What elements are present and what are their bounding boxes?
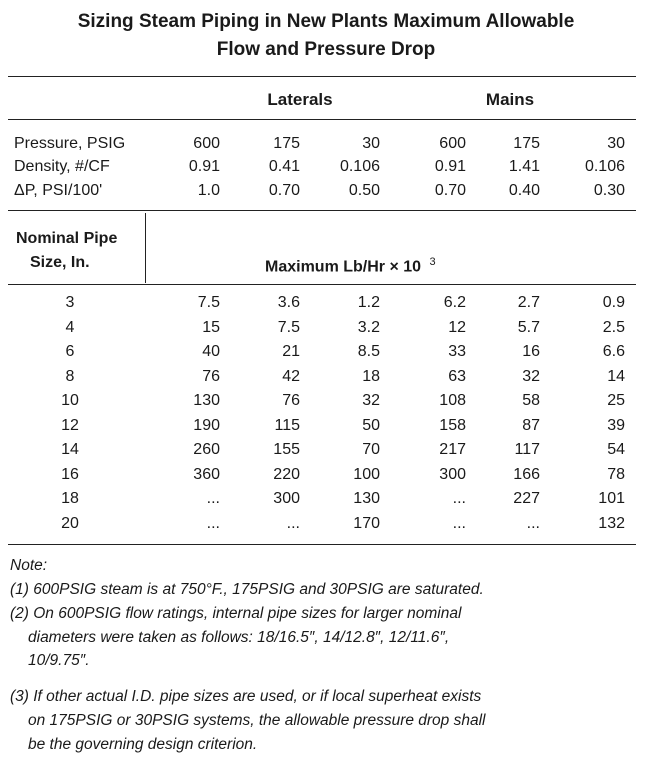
flow-value-cell: 158 xyxy=(439,416,466,434)
laterals-header: Laterals xyxy=(267,90,333,109)
condition-value: 0.40 xyxy=(508,182,540,199)
condition-value: 0.41 xyxy=(268,158,300,175)
flow-value-cell: 76 xyxy=(202,367,220,385)
pipe-size-cell: 16 xyxy=(61,465,79,483)
flow-value-cell: 2.5 xyxy=(602,318,625,336)
flow-value-cell: 42 xyxy=(282,367,300,385)
flow-value-cell: 8.5 xyxy=(357,343,380,360)
pipe-size-cell: 20 xyxy=(61,514,79,532)
pipe-size-cell: 14 xyxy=(61,441,79,458)
flow-value-cell: 166 xyxy=(513,465,540,483)
flow-value-cell: 108 xyxy=(439,392,466,409)
note-line: 10/9.75″. xyxy=(28,652,90,669)
pipe-size-cell: 6 xyxy=(65,343,75,360)
condition-value: 0.70 xyxy=(434,182,466,199)
flow-value-cell: 190 xyxy=(193,416,220,434)
flow-value-cell: 132 xyxy=(598,514,625,532)
group-rule xyxy=(8,119,636,120)
condition-value: 600 xyxy=(193,135,220,152)
flow-value-cell: 12 xyxy=(448,318,466,336)
flow-value-cell: 78 xyxy=(607,465,625,483)
flow-value-cell: 7.5 xyxy=(277,318,300,336)
note-line: (3) If other actual I.D. pipe sizes are used, or if local superheat exists xyxy=(10,688,482,705)
flow-value-cell: 100 xyxy=(353,465,380,483)
flow-value-cell: 115 xyxy=(274,416,300,434)
flow-value-cell: 7.5 xyxy=(197,294,220,311)
note-line: be the governing design criterion. xyxy=(28,736,258,753)
flow-value-cell: 360 xyxy=(193,465,220,483)
note-line: (1) 600PSIG steam is at 750°F., 175PSIG and 30PSIG are saturated. xyxy=(10,581,484,598)
flow-value-cell: 130 xyxy=(193,392,220,409)
header-divider xyxy=(145,213,146,283)
flow-value-cell: 227 xyxy=(513,490,540,507)
pipe-size-cell: 4 xyxy=(65,318,75,336)
condition-label: ΔP, PSI/100' xyxy=(14,182,103,199)
condition-value: 0.91 xyxy=(188,158,220,175)
mains-header: Mains xyxy=(485,90,535,109)
condition-value: 175 xyxy=(273,135,300,152)
flow-header-exponent: 3 xyxy=(429,256,436,268)
flow-value-cell: 300 xyxy=(273,490,300,507)
flow-value-cell: 16 xyxy=(522,343,540,360)
flow-value-cell: 39 xyxy=(607,416,625,434)
flow-value-cell: 6.6 xyxy=(602,343,625,360)
title-line-1: Sizing Steam Piping in New Plants Maximum Allowable xyxy=(77,11,575,32)
note-line: (2) On 600PSIG flow ratings, internal pipe sizes for larger nominal xyxy=(10,605,462,622)
condition-label: Pressure, PSIG xyxy=(14,135,126,152)
flow-value-cell: 25 xyxy=(607,392,625,409)
flow-value-cell: 217 xyxy=(439,441,466,458)
note-line: on 175PSIG or 30PSIG systems, the allowable pressure drop shall xyxy=(28,712,486,729)
flow-value-cell: 6.2 xyxy=(443,294,466,311)
flow-value-cell: 21 xyxy=(282,343,300,360)
flow-value-cell: ... xyxy=(452,490,466,507)
flow-value-cell: 40 xyxy=(202,343,220,360)
flow-value-cell: 18 xyxy=(362,367,380,385)
flow-value-cell: 1.2 xyxy=(357,294,380,311)
condition-value: 175 xyxy=(513,135,540,152)
size-header-line-1: Nominal Pipe xyxy=(16,230,118,247)
pipe-size-cell: 8 xyxy=(65,367,75,385)
flow-value-cell: 2.7 xyxy=(517,294,540,311)
flow-value-cell: 3.2 xyxy=(357,318,380,336)
condition-value: 30 xyxy=(362,135,380,152)
flow-value-cell: 130 xyxy=(353,490,380,507)
pipe-size-cell: 18 xyxy=(61,490,79,507)
flow-value-cell: 50 xyxy=(362,416,380,434)
flow-value-cell: 58 xyxy=(522,392,540,409)
flow-value-cell: 170 xyxy=(353,514,380,532)
top-rule xyxy=(8,76,636,77)
size-header-line-2: Size, In. xyxy=(30,254,90,271)
condition-value: 0.106 xyxy=(339,158,380,175)
flow-value-cell: 14 xyxy=(607,367,625,385)
flow-value-cell: 260 xyxy=(193,441,220,458)
flow-value-cell: 5.7 xyxy=(517,318,540,336)
flow-value-cell: 76 xyxy=(282,392,300,409)
condition-value: 30 xyxy=(607,135,625,152)
pipe-size-cell: 12 xyxy=(61,416,79,434)
condition-value: 1.0 xyxy=(197,182,220,199)
header-rule xyxy=(8,284,636,285)
condition-value: 0.70 xyxy=(268,182,300,199)
flow-value-cell: 117 xyxy=(514,441,540,458)
condition-value: 600 xyxy=(439,135,466,152)
flow-value-cell: ... xyxy=(206,514,220,532)
flow-value-cell: 54 xyxy=(607,441,625,458)
flow-value-cell: 101 xyxy=(598,490,625,507)
flow-value-cell: 32 xyxy=(362,392,380,409)
page-title xyxy=(0,8,652,64)
flow-value-cell: 15 xyxy=(202,318,220,336)
flow-value-cell: 155 xyxy=(273,441,300,458)
conditions-rule xyxy=(8,210,636,211)
flow-value-cell: 87 xyxy=(522,416,540,434)
note-label: Note: xyxy=(10,557,48,574)
flow-value-cell: ... xyxy=(452,514,466,532)
flow-value-cell: 3.6 xyxy=(277,294,300,311)
flow-value-cell: 33 xyxy=(448,343,466,360)
title-line-2: Flow and Pressure Drop xyxy=(216,39,436,60)
note-line: diameters were taken as follows: 18/16.5″, 14/12.8″, 12/11.6″, xyxy=(28,629,450,646)
flow-value-cell: 63 xyxy=(448,367,466,385)
flow-value-cell: 300 xyxy=(439,465,466,483)
flow-value-cell: ... xyxy=(526,514,540,532)
condition-value: 0.91 xyxy=(434,158,466,175)
flow-header-text: Maximum Lb/Hr × 10 xyxy=(265,258,422,276)
bottom-rule xyxy=(8,544,636,545)
flow-value-cell: ... xyxy=(206,490,220,507)
condition-value: 0.106 xyxy=(584,158,625,175)
flow-value-cell: 220 xyxy=(273,465,300,483)
condition-value: 1.41 xyxy=(508,158,540,175)
condition-value: 0.50 xyxy=(348,182,380,199)
pipe-size-cell: 3 xyxy=(65,294,75,311)
flow-value-cell: 70 xyxy=(362,441,380,458)
flow-value-cell: 0.9 xyxy=(602,294,625,311)
flow-header xyxy=(265,252,436,277)
pipe-size-cell: 10 xyxy=(61,392,79,409)
flow-value-cell: ... xyxy=(286,514,300,532)
condition-label: Density, #/CF xyxy=(14,158,110,175)
flow-value-cell: 32 xyxy=(522,367,540,385)
condition-value: 0.30 xyxy=(593,182,625,199)
